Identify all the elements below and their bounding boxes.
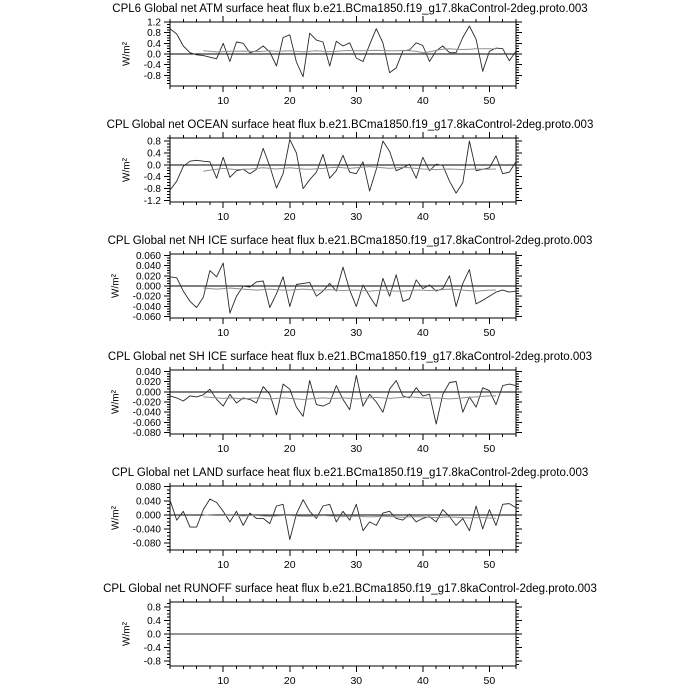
y-tick-label: -0.8 xyxy=(143,70,161,82)
x-tick-label: 30 xyxy=(350,327,363,339)
y-axis-unit-label: W/m² xyxy=(121,158,133,182)
plot-sh-ice xyxy=(0,350,700,466)
x-tick-label: 20 xyxy=(283,675,296,687)
x-tick-label: 50 xyxy=(483,559,496,571)
y-tick-label: 0.4 xyxy=(147,148,161,160)
y-tick-label: 0.080 xyxy=(135,482,161,494)
y-tick-label: -0.4 xyxy=(143,172,161,184)
x-tick-label: 20 xyxy=(283,95,296,107)
x-tick-label: 10 xyxy=(217,327,230,339)
y-axis-unit-label: W/m² xyxy=(121,622,133,646)
plot-atm xyxy=(0,2,700,118)
y-tick-label: -1.2 xyxy=(143,196,161,208)
y-tick-label: 0.0 xyxy=(147,629,161,641)
y-axis-unit-label: W/m² xyxy=(110,390,122,414)
plot-runoff xyxy=(0,582,700,698)
plot-nh-ice xyxy=(0,234,700,350)
y-tick-label: 0.8 xyxy=(147,602,161,614)
series-annual xyxy=(170,140,516,194)
plot-land xyxy=(0,466,700,582)
chart-title: CPL Global net SH ICE surface heat flux b.e21.BCma1850.f19_g17.8kaControl-2deg.proto.003 xyxy=(107,351,593,363)
x-tick-label: 50 xyxy=(483,327,496,339)
x-tick-label: 50 xyxy=(483,443,496,455)
chart-title: CPL Global net OCEAN surface heat flux b.e21.BCma1850.f19_g17.8kaControl-2deg.proto.003 xyxy=(106,119,594,131)
x-tick-label: 20 xyxy=(283,211,296,223)
chart-title: CPL6 Global net ATM surface heat flux b.e21.BCma1850.f19_g17.8kaControl-2deg.proto.003 xyxy=(112,3,588,15)
chart-title: CPL Global net LAND surface heat flux b.e21.BCma1850.f19_g17.8kaControl-2deg.proto.003 xyxy=(111,467,589,479)
x-tick-label: 50 xyxy=(483,95,496,107)
y-tick-label: -0.040 xyxy=(132,524,161,536)
y-tick-label: 0.020 xyxy=(135,271,161,283)
x-tick-label: 30 xyxy=(350,443,363,455)
x-tick-label: 40 xyxy=(417,95,429,107)
x-tick-label: 10 xyxy=(217,95,230,107)
y-tick-label: -0.8 xyxy=(143,656,161,668)
x-tick-label: 10 xyxy=(217,211,230,223)
x-tick-label: 40 xyxy=(417,211,429,223)
series-running-mean xyxy=(203,167,496,172)
y-tick-label: -0.020 xyxy=(132,291,161,303)
y-tick-label: 0.060 xyxy=(135,250,161,262)
chart-panel-atm xyxy=(0,2,700,118)
y-tick-label: 0.8 xyxy=(147,136,161,148)
x-tick-label: 30 xyxy=(350,95,363,107)
series-annual xyxy=(170,499,516,540)
x-tick-label: 50 xyxy=(483,211,496,223)
y-tick-label: 0.8 xyxy=(147,28,161,40)
chart-panel-sh-ice xyxy=(0,350,700,466)
y-tick-label: 0.0 xyxy=(147,49,161,61)
y-tick-label: 0.040 xyxy=(135,366,161,378)
x-tick-label: 30 xyxy=(350,211,363,223)
y-axis-unit-label: W/m² xyxy=(121,42,133,66)
y-tick-label: 0.000 xyxy=(135,510,161,522)
y-tick-label: 0.000 xyxy=(135,281,161,293)
y-tick-label: -0.020 xyxy=(132,397,161,409)
chart-title: CPL Global net RUNOFF surface heat flux b.e21.BCma1850.f19_g17.8kaControl-2deg.proto.003 xyxy=(103,583,597,595)
y-tick-label: -0.060 xyxy=(132,417,161,429)
x-tick-label: 20 xyxy=(283,559,296,571)
chart-panel-nh-ice xyxy=(0,234,700,350)
y-tick-label: -0.080 xyxy=(132,428,161,440)
y-tick-label: 0.4 xyxy=(147,616,161,628)
y-tick-label: 0.020 xyxy=(135,377,161,389)
x-tick-label: 10 xyxy=(217,675,230,687)
x-tick-label: 40 xyxy=(417,443,429,455)
chart-panel-ocean xyxy=(0,118,700,234)
y-tick-label: -0.080 xyxy=(132,538,161,550)
series-annual xyxy=(170,263,516,313)
y-tick-label: -0.4 xyxy=(143,642,161,654)
y-tick-label: -0.8 xyxy=(143,184,161,196)
y-tick-label: -0.4 xyxy=(143,60,161,72)
x-tick-label: 40 xyxy=(417,559,429,571)
x-tick-label: 50 xyxy=(483,675,496,687)
plot-ocean xyxy=(0,118,700,234)
x-tick-label: 30 xyxy=(350,559,363,571)
x-tick-label: 20 xyxy=(283,443,296,455)
series-running-mean xyxy=(203,396,496,400)
y-tick-label: -0.040 xyxy=(132,301,161,313)
y-tick-label: -0.060 xyxy=(132,312,161,324)
y-tick-label: 0.0 xyxy=(147,160,161,172)
y-tick-label: 0.000 xyxy=(135,387,161,399)
x-tick-label: 40 xyxy=(417,675,429,687)
plot-frame xyxy=(170,370,516,434)
series-annual xyxy=(170,375,516,424)
x-tick-label: 10 xyxy=(217,443,230,455)
x-tick-label: 40 xyxy=(417,327,429,339)
chart-panel-land xyxy=(0,466,700,582)
chart-panel-runoff xyxy=(0,582,700,698)
y-tick-label: -0.040 xyxy=(132,407,161,419)
y-axis-unit-label: W/m² xyxy=(110,506,122,530)
x-tick-label: 20 xyxy=(283,327,296,339)
y-tick-label: 0.4 xyxy=(147,38,161,50)
y-tick-label: 0.040 xyxy=(135,496,161,508)
x-tick-label: 30 xyxy=(350,675,363,687)
y-tick-label: 1.2 xyxy=(147,17,161,29)
y-axis-unit-label: W/m² xyxy=(110,274,122,298)
chart-title: CPL Global net NH ICE surface heat flux b.e21.BCma1850.f19_g17.8kaControl-2deg.proto.003 xyxy=(107,235,593,247)
y-tick-label: 0.040 xyxy=(135,261,161,273)
x-tick-label: 10 xyxy=(217,559,230,571)
